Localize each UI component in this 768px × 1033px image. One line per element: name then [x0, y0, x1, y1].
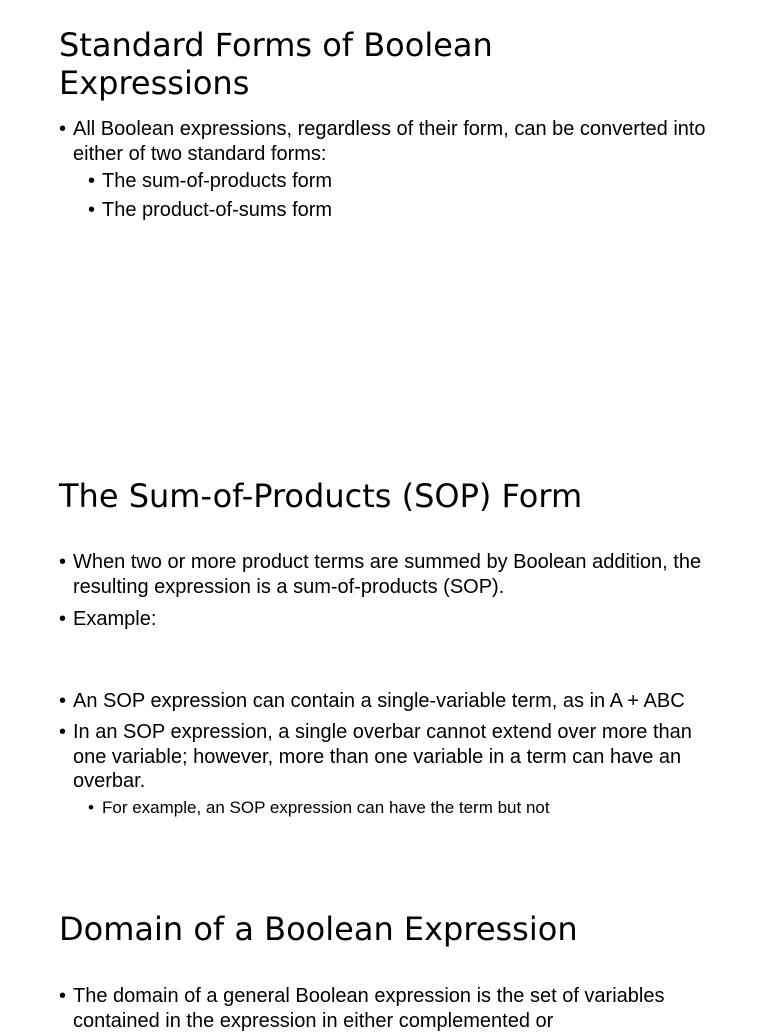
bullet-text: The domain of a general Boolean expression is the set of variables contained in the expression in either complemented or: [73, 985, 665, 1032]
slide-2-bullet: • In an SOP expression, a single overbar cannot extend over more than one variable; however, more than one variable in a term can have an overbar.: [59, 721, 692, 792]
bullet-text: The sum-of-products form: [102, 170, 333, 192]
bullet-text: All Boolean expressions, regardless of their form, can be converted into either of two standard forms:: [73, 118, 706, 165]
slide-2-bullet: • Example:: [59, 608, 157, 630]
slide-2-sub-bullet: • For example, an SOP expression can have the term but not: [88, 798, 550, 817]
slide-3-title: Domain of a Boolean Expression: [59, 910, 578, 948]
bullet-text: An SOP expression can contain a single-variable term, as in A + ABC: [73, 690, 685, 712]
slide-1-title: Standard Forms of Boolean Expressions: [59, 26, 493, 102]
bullet-text: In an SOP expression, a single overbar cannot extend over more than one variable; however, more than one variable in a term can have an overbar.: [73, 721, 692, 792]
slide-1-sub-bullet: • The product-of-sums form: [88, 199, 333, 221]
slide-2-title: The Sum-of-Products (SOP) Form: [59, 477, 583, 515]
slide-3-bullet: • The domain of a general Boolean expression is the set of variables contained in the expression in either complemented or: [59, 985, 665, 1032]
bullet-text: Example:: [73, 608, 157, 630]
slide-2-bullet: • An SOP expression can contain a single-variable term, as in A + ABC: [59, 690, 685, 712]
bullet-text: When two or more product terms are summed by Boolean addition, the resulting expression is a sum-of-products (SOP).: [73, 551, 702, 598]
bullet-text: For example, an SOP expression can have the term but not: [102, 798, 550, 817]
slide-1-sub-bullet: • The sum-of-products form: [88, 170, 333, 192]
bullet-text: The product-of-sums form: [102, 199, 333, 221]
slide-2-bullet: • When two or more product terms are summed by Boolean addition, the resulting expression is a sum-of-products (SOP).: [59, 551, 702, 598]
slide-1-bullet: • All Boolean expressions, regardless of their form, can be converted into either of two standard forms:: [59, 118, 706, 165]
